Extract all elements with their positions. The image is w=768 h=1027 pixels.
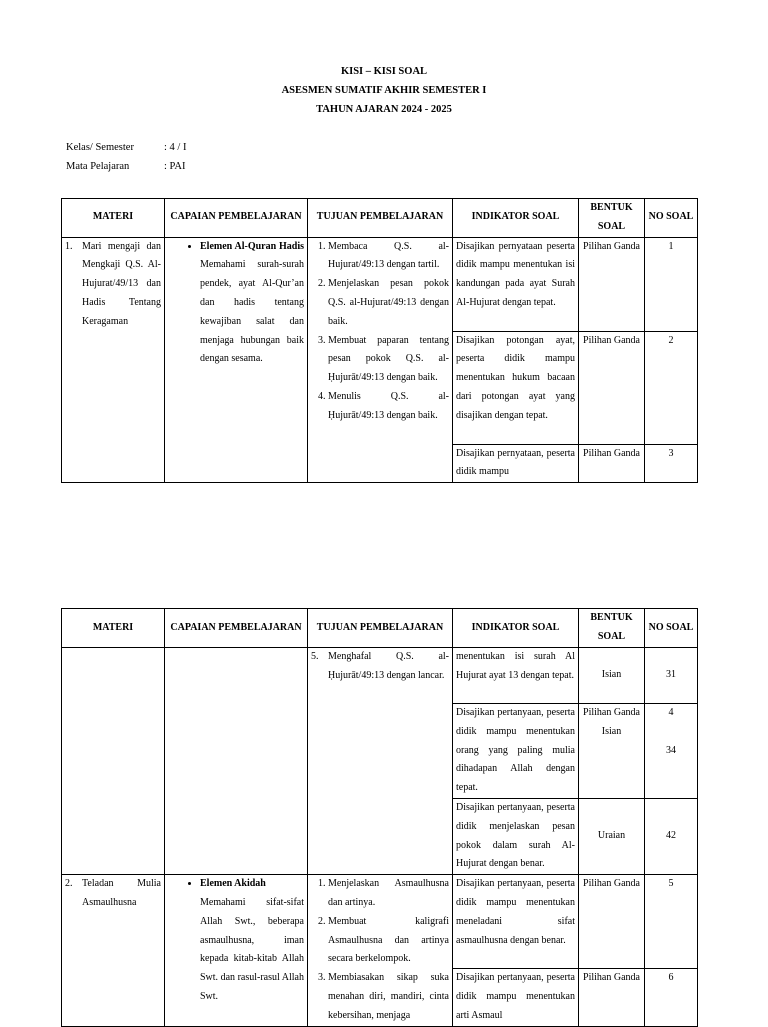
- header-bentuk: BENTUK SOAL: [579, 199, 645, 238]
- materi-cell: [62, 648, 165, 875]
- materi-number: 2.: [65, 878, 73, 890]
- indikator-cell: Disajikan pertanyaan, peserta didik mampu menentukan arti Asmaul: [453, 969, 579, 1026]
- capaian-text: Memahami sifat-sifat Allah Swt., beberapa asmaulhusna, iman kepada kitab-kitab Allah Swt. dan rasul-rasul Allah Swt.: [200, 896, 304, 1002]
- tujuan-item: 1. Membaca Q.S. al-Hujurat/49:13 dengan tartil.: [328, 238, 449, 276]
- bentuk-cell: Pilihan Ganda: [579, 444, 645, 483]
- header-tujuan: TUJUAN PEMBELAJARAN: [308, 609, 453, 648]
- no-cell: 3: [645, 444, 698, 483]
- no-value: 4: [668, 707, 674, 718]
- tujuan-cell: [308, 648, 453, 875]
- bentuk-cell: [579, 704, 645, 799]
- bentuk-cell: Uraian: [579, 798, 645, 874]
- header-no: NO SOAL: [645, 199, 698, 238]
- tujuan-item: 4. Menulis Q.S. al-Ḥujurāt/49:13 dengan baik.: [328, 388, 449, 426]
- bentuk-cell: Pilihan Ganda: [579, 237, 645, 331]
- materi-text: Mari mengaji dan Mengkaji Q.S. Al-Hujurat/49/13 dan Hadis Tentang Keragaman: [82, 240, 161, 327]
- header-indikator: INDIKATOR SOAL: [453, 609, 579, 648]
- capaian-cell: [165, 875, 308, 1026]
- meta-mapel-label: Mata Pelajaran: [66, 161, 130, 172]
- tujuan-number: 5.: [311, 651, 319, 662]
- bentuk-cell: Isian: [579, 648, 645, 704]
- capaian-title: • Elemen Akidah: [200, 878, 266, 890]
- header-capaian: CAPAIAN PEMBELAJARAN: [165, 199, 308, 238]
- header-materi: MATERI: [62, 609, 165, 648]
- no-cell: [645, 704, 698, 799]
- no-cell: 5: [645, 875, 698, 969]
- no-cell: 1: [645, 237, 698, 331]
- header-no: NO SOAL: [645, 609, 698, 648]
- doc-title-line3: TAHUN AJARAN 2024 - 2025: [316, 104, 452, 115]
- doc-title-line1: KISI – KISI SOAL: [340, 66, 428, 77]
- tujuan-cell: [308, 237, 453, 483]
- tujuan-item: 2. Membuat kaligrafi Asmaulhusna dan artinya secara berkelompok.: [328, 913, 449, 969]
- no-cell: 6: [645, 969, 698, 1026]
- capaian-cell: [165, 648, 308, 875]
- tujuan-cell: [308, 875, 453, 1026]
- tujuan-item: Menghafal Q.S. al-Ḥujurāt/49:13 dengan lancar.: [328, 651, 449, 681]
- table-header-row: [62, 199, 698, 238]
- header-materi: MATERI: [62, 199, 165, 238]
- kisi-table-2: [61, 608, 698, 1027]
- no-value: 34: [666, 744, 676, 756]
- indikator-cell: Disajikan pernyataan peserta didik mampu menentukan isi kandungan pada ayat Surah Al-Hujurat dengan tepat.: [453, 237, 579, 331]
- no-cell: 31: [645, 648, 698, 704]
- kisi-table-1: [61, 198, 698, 483]
- indikator-cell: Disajikan pertanyaan, peserta didik mampu menentukan meneladani sifat asmaulhusna dengan benar.: [453, 875, 579, 969]
- indikator-cell: Disajikan potongan ayat, peserta didik mampu menentukan hukum bacaan dari potongan ayat yang disajikan dengan tepat.: [453, 331, 579, 444]
- indikator-cell: Disajikan pernyataan, peserta didik mampu: [453, 444, 579, 483]
- meta-mapel-value: : PAI: [164, 161, 186, 172]
- header-tujuan: TUJUAN PEMBELAJARAN: [308, 199, 453, 238]
- header-indikator: INDIKATOR SOAL: [453, 199, 579, 238]
- tujuan-item: 3. Membiasakan sikap suka menahan diri, mandiri, cinta kebersihan, menjaga: [328, 969, 449, 1025]
- bentuk-cell: Pilihan Ganda: [579, 875, 645, 969]
- doc-title-line2: ASESMEN SUMATIF AKHIR SEMESTER I: [281, 85, 487, 96]
- header-bentuk: BENTUK SOAL: [579, 609, 645, 648]
- materi-cell: [62, 875, 165, 1026]
- header-capaian: CAPAIAN PEMBELAJARAN: [165, 609, 308, 648]
- bentuk-value: Isian: [601, 725, 622, 737]
- bentuk-value: Pilihan Ganda: [583, 707, 640, 718]
- table-row: [62, 875, 698, 969]
- materi-text: Teladan Mulia Asmaulhusna: [82, 878, 161, 908]
- indikator-cell: menentukan isi surah Al Hujurat ayat 13 dengan tepat.: [453, 648, 579, 704]
- table-header-row: [62, 609, 698, 648]
- capaian-title: • Elemen Al-Quran Hadis: [200, 240, 304, 252]
- tujuan-item: 1. Menjelaskan Asmaulhusna dan artinya.: [328, 875, 449, 913]
- tujuan-item: 3. Membuat paparan tentang pesan pokok Q.S. al-Ḥujurāt/49:13 dengan baik.: [328, 332, 449, 388]
- indikator-cell: Disajikan pertanyaan, peserta didik menjelaskan pesan pokok dalam surah Al-Hujurat dengan benar.: [453, 798, 579, 874]
- bentuk-cell: Pilihan Ganda: [579, 969, 645, 1026]
- meta-kelas-label: Kelas/ Semester: [66, 142, 134, 153]
- materi-number: 1.: [65, 240, 73, 252]
- materi-cell: [62, 237, 165, 483]
- capaian-text: Memahami surah-surah pendek, ayat Al-Qur’an dan hadis tentang kewajiban salat dan menjaga hubungan baik dengan sesama.: [200, 259, 304, 365]
- table-row: [62, 237, 698, 331]
- indikator-cell: Disajikan pertanyaan, peserta didik mampu menentukan orang yang paling mulia dihadapan Allah dengan tepat.: [453, 704, 579, 799]
- bentuk-cell: Pilihan Ganda: [579, 331, 645, 444]
- capaian-cell: [165, 237, 308, 483]
- meta-kelas: [66, 142, 186, 153]
- no-cell: 42: [645, 798, 698, 874]
- tujuan-item: 2. Menjelaskan pesan pokok Q.S. al-Hujurat/49:13 dengan baik.: [328, 275, 449, 331]
- meta-kelas-value: : 4 / I: [164, 142, 187, 153]
- meta-mapel: [66, 161, 186, 172]
- table-row: [62, 648, 698, 704]
- no-cell: 2: [645, 331, 698, 444]
